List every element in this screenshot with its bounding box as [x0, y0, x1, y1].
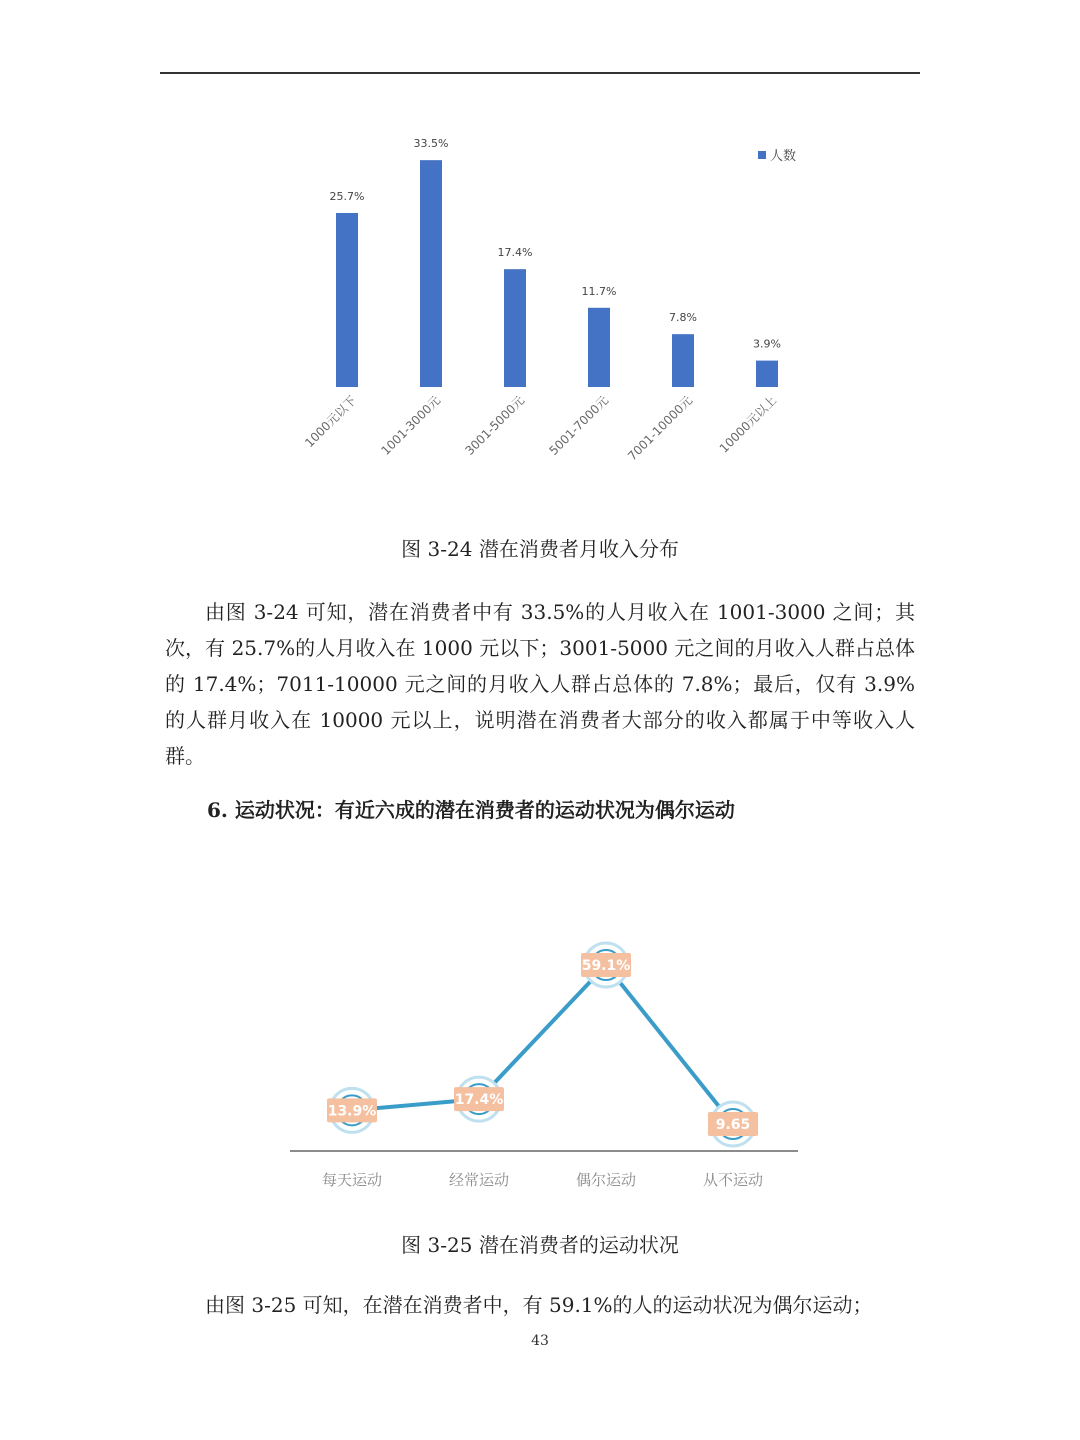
header-rule [160, 72, 920, 74]
legend-label: 人数 [770, 149, 797, 164]
category-label-1: 每天运动 [321, 1171, 383, 1189]
figure-3-24-caption: 图 3-24 潜在消费者月收入分布 [401, 537, 679, 561]
bar-data-label-6: 3.9% [753, 337, 781, 351]
series-line [352, 965, 733, 1124]
point-data-label-2: 17.4% [454, 1092, 504, 1109]
paragraph-exercise: 由图 3-25 可知，在潜在消费者中，有 59.1%的人的运动状况为偶尔运动； [205, 1293, 873, 1317]
category-label-4: 5001-7000元 [546, 393, 612, 458]
category-label-4: 从不运动 [702, 1171, 764, 1189]
category-label-2: 1001-3000元 [378, 393, 444, 458]
point-data-label-4: 9.65 [715, 1117, 751, 1133]
bar-5 [672, 334, 694, 387]
point-data-label-3: 59.1% [581, 958, 631, 974]
bar-data-label-2: 33.5% [413, 137, 449, 151]
category-label-1: 1000元以下 [302, 393, 360, 451]
paragraph-income: 由图 3-24 可知，潜在消费者中有 33.5%的人月收入在 1001-3000 之间；其次，有 25.7%的人月收入在 1000 元以下；3001-5000 元之间的月收入人群占总体的 17.4%；7011-10000 元之间的月收入人群占总体的 7.8%；最后，仅有 3.9%的人群月收入在 10000 元以上，说明潜在消费者大部分的收入都属于中等收入人群。 [165, 600, 915, 768]
bar-data-label-4: 11.7% [581, 284, 617, 298]
income-bar-chart [260, 120, 840, 500]
bar-4 [588, 308, 610, 387]
bar-3 [504, 269, 526, 387]
point-data-label-1: 13.9% [327, 1103, 377, 1120]
figure-3-25-caption: 图 3-25 潜在消费者的运动状况 [401, 1233, 679, 1257]
bar-data-label-5: 7.8% [669, 311, 697, 325]
bar-data-label-3: 17.4% [497, 246, 533, 260]
exercise-line-chart [280, 925, 810, 1205]
page-number: 43 [531, 1333, 549, 1349]
category-label-5: 7001-10000元 [625, 393, 696, 464]
section-heading-exercise: 6. 运动状况：有近六成的潜在消费者的运动状况为偶尔运动 [207, 798, 735, 822]
category-label-3: 偶尔运动 [575, 1171, 637, 1189]
category-label-2: 经常运动 [448, 1171, 510, 1189]
category-label-3: 3001-5000元 [462, 393, 528, 458]
bar-6 [756, 361, 778, 387]
bar-data-label-1: 25.7% [329, 189, 365, 203]
category-label-6: 10000元以上 [716, 393, 780, 456]
legend-swatch [758, 151, 766, 159]
bar-2 [420, 160, 442, 387]
bar-1 [336, 213, 358, 387]
